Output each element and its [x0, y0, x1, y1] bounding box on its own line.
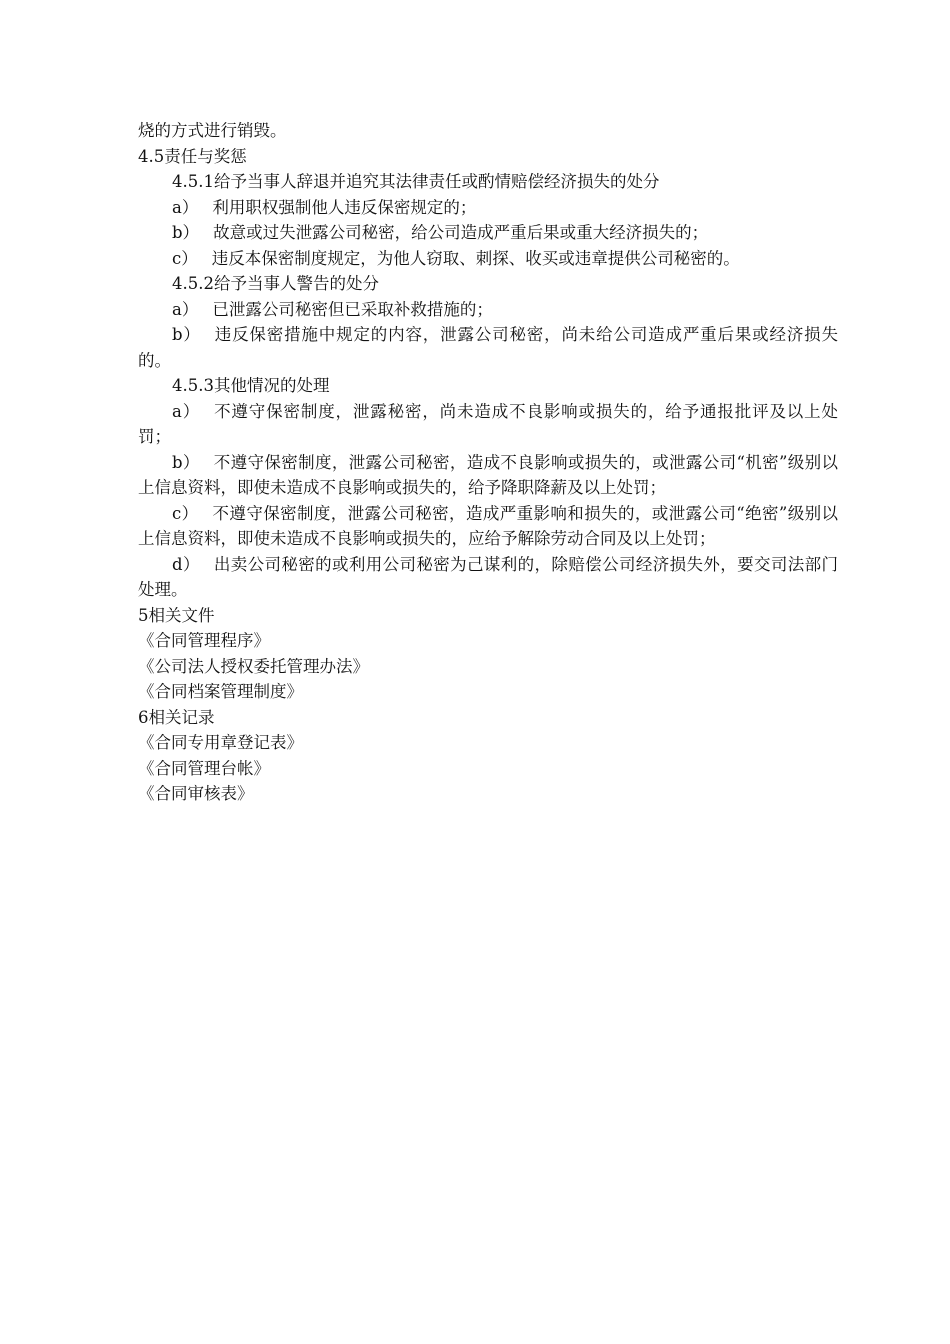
item-label: c） [172, 503, 199, 523]
text-line: 烧的方式进行销毁。 [138, 121, 287, 140]
section-heading-4-5: 4.5责任与奖惩 [138, 146, 247, 166]
list-item-4-5-3-b [138, 450, 838, 501]
section-heading-5: 5相关文件 [138, 605, 215, 625]
item-label: c） [172, 248, 198, 268]
item-text: 故意或过失泄露公司秘密，给公司造成严重后果或重大经济损失的； [213, 223, 709, 242]
item-label: b） [172, 223, 200, 242]
item-text: 不遵守保密制度，泄露公司秘密，造成不良影响或损失的，或泄露公司“机密”级别以上信息资料，即使未造成不良影响或损失的，给予降职降薪及以上处罚； [138, 452, 839, 497]
document-page [138, 118, 838, 807]
item-label: b） [172, 452, 200, 472]
item-text: 出卖公司秘密的或利用公司秘密为己谋利的，除赔偿公司经济损失外，要交司法部门处理。 [138, 554, 839, 599]
list-item-4-5-2-b [138, 322, 838, 373]
list-item-4-5-3-c [138, 501, 838, 552]
item-text: 不遵守保密制度，泄露公司秘密，造成严重影响和损失的，或泄露公司“绝密”级别以上信息资料，即使未造成不良影响或损失的，应给予解除劳动合同及以上处罚； [138, 503, 838, 548]
item-label: a） [172, 197, 199, 217]
item-text: 已泄露公司秘密但已采取补救措施的； [212, 299, 493, 319]
related-document: 《合同管理程序》 [138, 631, 270, 650]
related-document: 《公司法人授权委托管理办法》 [138, 656, 369, 676]
item-text: 违反本保密制度规定，为他人窃取、刺探、收买或违章提供公司秘密的。 [211, 248, 740, 268]
list-item-4-5-3-a [138, 399, 838, 450]
related-record: 《合同审核表》 [138, 784, 254, 803]
related-record: 《合同管理台帐》 [138, 758, 270, 778]
item-text: 利用职权强制他人违反保密规定的； [212, 197, 477, 217]
subsection-heading-4-5-3: 4.5.3其他情况的处理 [172, 376, 330, 395]
related-document: 《合同档案管理制度》 [138, 682, 303, 701]
item-label: a） [172, 299, 199, 319]
list-item-4-5-3-d [138, 552, 838, 603]
list-item-4-5-1-b [138, 220, 838, 246]
subsection-heading-4-5-1: 4.5.1给予当事人辞退并追究其法律责任或酌情赔偿经济损失的处分 [172, 172, 660, 191]
item-label: a） [172, 401, 201, 421]
list-item-4-5-1-a [138, 195, 838, 221]
subsection-heading-4-5-2: 4.5.2给予当事人警告的处分 [172, 274, 379, 293]
item-text: 不遵守保密制度，泄露秘密，尚未造成不良影响或损失的，给予通报批评及以上处罚； [138, 401, 839, 446]
section-heading-6: 6相关记录 [138, 707, 215, 727]
item-label: b） [172, 325, 201, 344]
list-item-4-5-2-a [138, 297, 838, 323]
item-text: 违反保密措施中规定的内容，泄露公司秘密，尚未给公司造成严重后果或经济损失的。 [138, 325, 839, 370]
list-item-4-5-1-c [138, 246, 838, 272]
related-record: 《合同专用章登记表》 [138, 733, 303, 752]
item-label: d） [172, 554, 200, 574]
